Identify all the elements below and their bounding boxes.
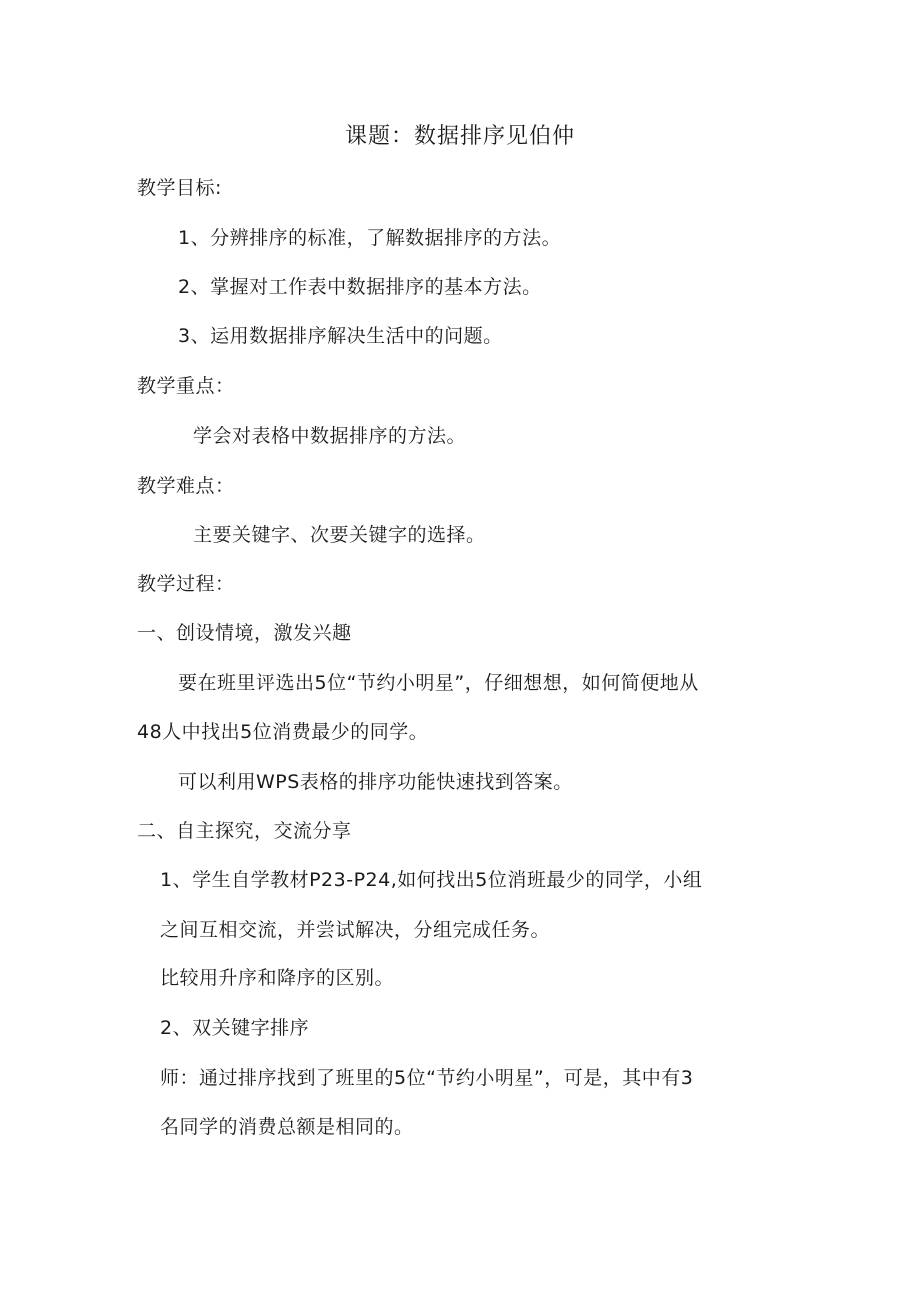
section2-item1-line2: 之间互相交流，并尝试解决，分组完成任务。 <box>160 919 551 941</box>
section2-item2-line1: 师：通过排序找到了班里的5位“节约小明星”，可是，其中有3 <box>160 1067 694 1089</box>
goal-item-2: 2、掌握对工作表中数据排序的基本方法。 <box>178 276 542 298</box>
difficulties-text: 主要关键字、次要关键字的选择。 <box>193 524 486 546</box>
key-points-text: 学会对表格中数据排序的方法。 <box>193 425 467 447</box>
section2-item1-line1: 1、学生自学教材P23-P24,如何找出5位消班最少的同学，小组 <box>160 869 703 891</box>
goal-item-1: 1、分辨排序的标准，了解数据排序的方法。 <box>178 227 562 249</box>
section2-item2-line2: 名同学的消费总额是相同的。 <box>160 1116 414 1138</box>
process-heading: 教学过程： <box>137 573 235 595</box>
section2-item2-heading: 2、双关键字排序 <box>160 1017 310 1039</box>
section2-heading: 二、自主探究，交流分享 <box>137 820 352 842</box>
goal-item-3: 3、运用数据排序解决生活中的问题。 <box>178 325 503 347</box>
difficulties-heading: 教学难点： <box>137 475 235 497</box>
goals-heading: 教学目标: <box>137 177 222 199</box>
section1-paragraph2: 可以利用WPS表格的排序功能快速找到答案。 <box>178 771 573 793</box>
section1-heading: 一、创设情境，激发兴趣 <box>137 622 352 644</box>
section2-item1-line3: 比较用升序和降序的区别。 <box>160 967 395 989</box>
section1-paragraph1-line2: 48人中找出5位消费最少的同学。 <box>137 721 429 743</box>
document-title: 课题：数据排序见伯仲 <box>344 124 575 149</box>
key-points-heading: 教学重点： <box>137 375 235 397</box>
section1-paragraph1-line1: 要在班里评选出5位“节约小明星”，仔细想想，如何简便地从 <box>178 672 699 694</box>
